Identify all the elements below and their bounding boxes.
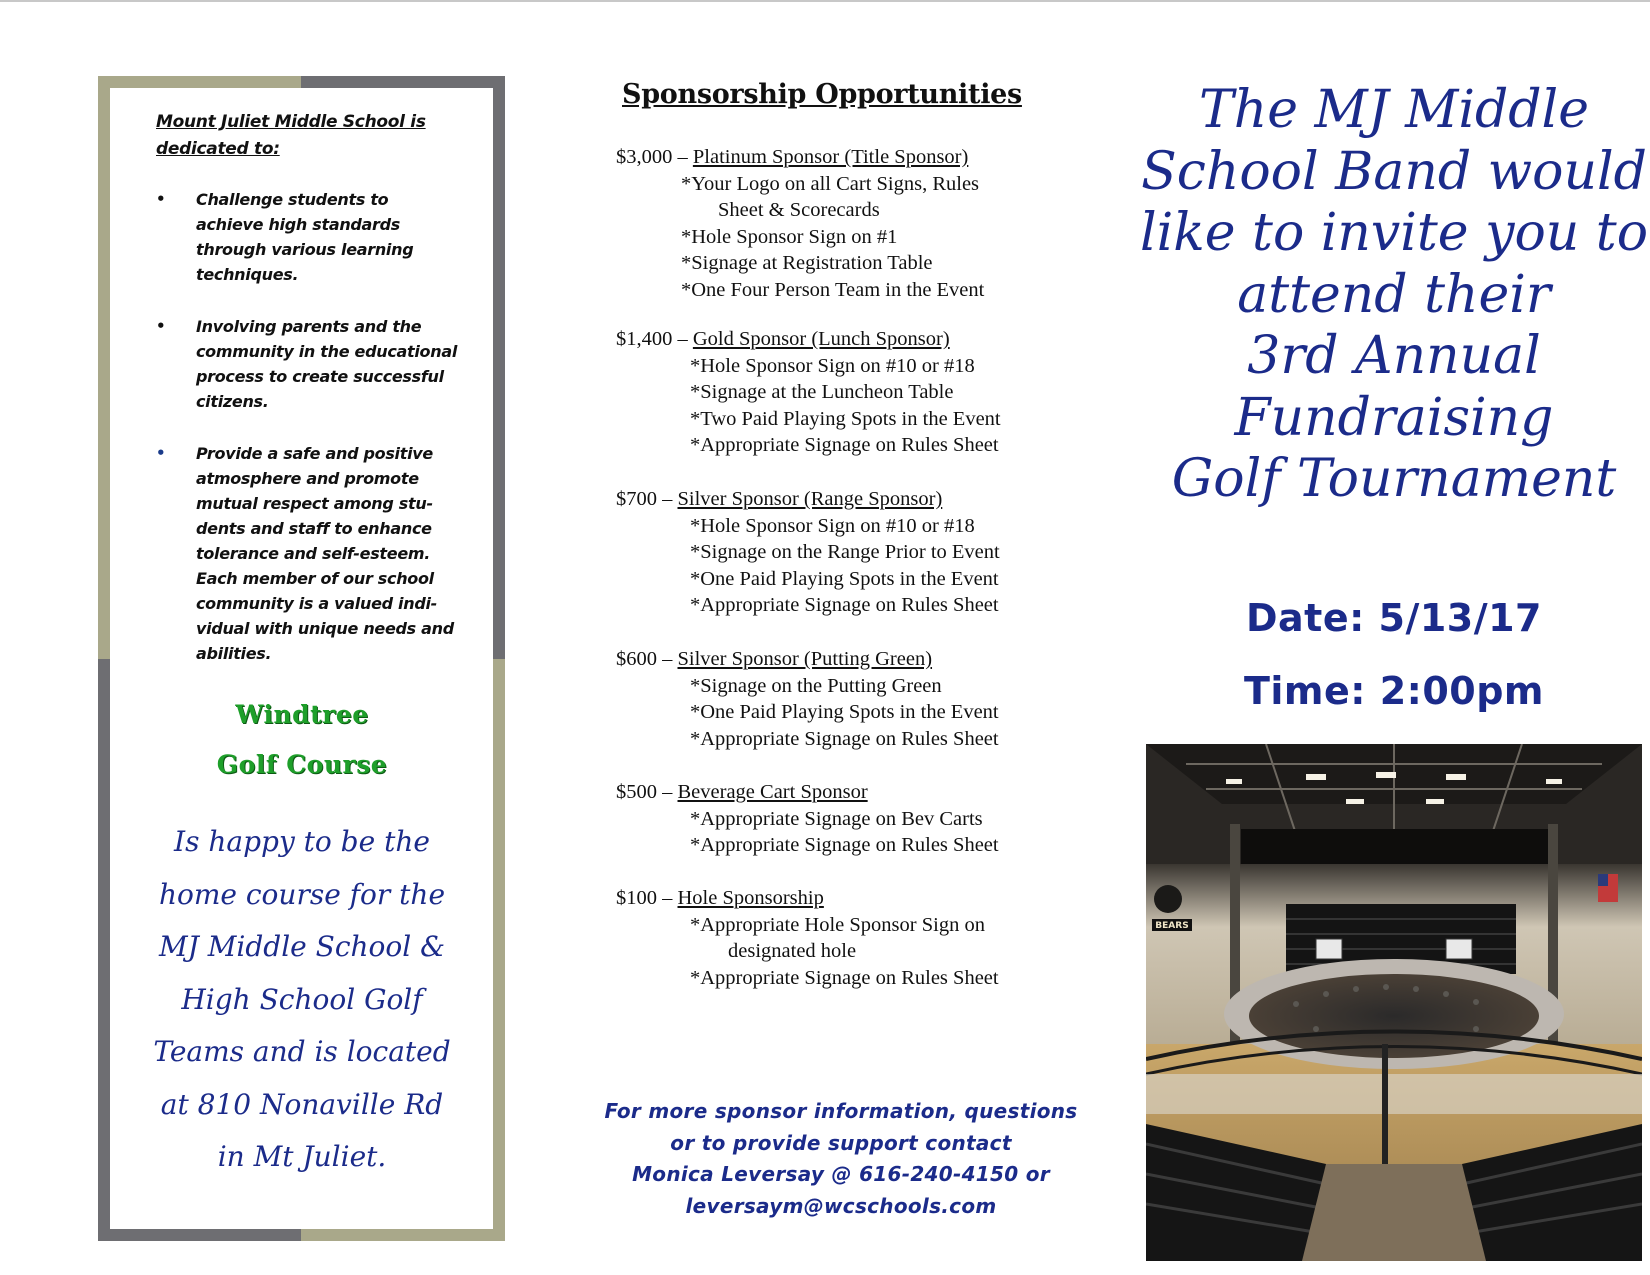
- bears-banner: BEARS: [1155, 921, 1189, 931]
- tier-hole: $100 – Hole Sponsorship *Appropriate Hole Sponsor Sign on designated hole *Appropriate Signage on Rules Sheet: [616, 887, 999, 989]
- tier-name: Beverage Cart Sponsor: [677, 781, 868, 803]
- tier-name: Platinum Sponsor (Title Sponsor): [692, 146, 969, 168]
- dedication-title: Mount Juliet Middle School is dedicated to:: [156, 112, 426, 159]
- invitation-heading: The MJ Middle School Band would like to invite you to attend their 3rd Annual Fundraising Golf Tournament: [1139, 80, 1649, 509]
- tier-name: Hole Sponsorship: [677, 887, 824, 909]
- sponsorship-title: Sponsorship Opportunities: [622, 79, 1022, 110]
- course-name-line1: Windtree: [235, 700, 369, 729]
- tier-name: Gold Sponsor (Lunch Sponsor): [692, 328, 950, 350]
- gym-band-photo: [1146, 744, 1642, 1261]
- event-time: Time: 2:00pm: [1243, 669, 1545, 713]
- list-item: • Provide a safe and positive atmosphere and promote mutual respect among stu- dents and staff to enhance tolerance and self-esteem. Each member of our school community is a valued indi- vidual with unique needs and abilities.: [156, 444, 454, 663]
- course-description: Is happy to be the home course for the MJ Middle School & High School Golf Teams and is located at 810 Nonaville Rd in Mt Juliet.: [153, 825, 451, 1173]
- tier-gold: $1,400 – Gold Sponsor (Lunch Sponsor) *Hole Sponsor Sign on #10 or #18 *Signage at the Luncheon Table *Two Paid Playing Spots in the Event *Appropriate Signage on Rules Sheet: [616, 328, 1001, 456]
- tier-name: Silver Sponsor (Range Sponsor): [677, 488, 943, 510]
- tier-platinum: $3,000 – Platinum Sponsor (Title Sponsor) *Your Logo on all Cart Signs, Rules Sheet & Scorecards *Hole Sponsor Sign on #1 *Signage at Registration Table *One Four Person Team in the Event: [616, 146, 985, 301]
- tier-name: Silver Sponsor (Putting Green): [677, 648, 933, 670]
- tier-silver-range: $700 – Silver Sponsor (Range Sponsor) *Hole Sponsor Sign on #10 or #18 *Signage on the Range Prior to Event *One Paid Playing Spots in the Event *Appropriate Signage on Rules Sheet: [616, 488, 1000, 616]
- tier-silver-putting: $600 – Silver Sponsor (Putting Green) *Signage on the Putting Green *One Paid Playing Spots in the Event *Appropriate Signage on Rules Sheet: [616, 648, 999, 750]
- course-name-line2: Golf Course: [216, 750, 388, 779]
- list-item: • Challenge students to achieve high standards through various learning techniques.: [156, 190, 414, 284]
- event-date: Date: 5/13/17: [1245, 596, 1542, 640]
- dedication-list: [150, 187, 460, 693]
- list-item: • Involving parents and the community in the educational process to create successful citizens.: [156, 317, 458, 411]
- tier-beverage-cart: $500 – Beverage Cart Sponsor *Appropriate Signage on Bev Carts *Appropriate Signage on Rules Sheet: [616, 781, 999, 856]
- top-rule: [0, 0, 1650, 2]
- contact-info: For more sponsor information, questions or to provide support contact Monica Leversay @ 616-240-4150 or leversaym@wcschools.com: [604, 1099, 1078, 1218]
